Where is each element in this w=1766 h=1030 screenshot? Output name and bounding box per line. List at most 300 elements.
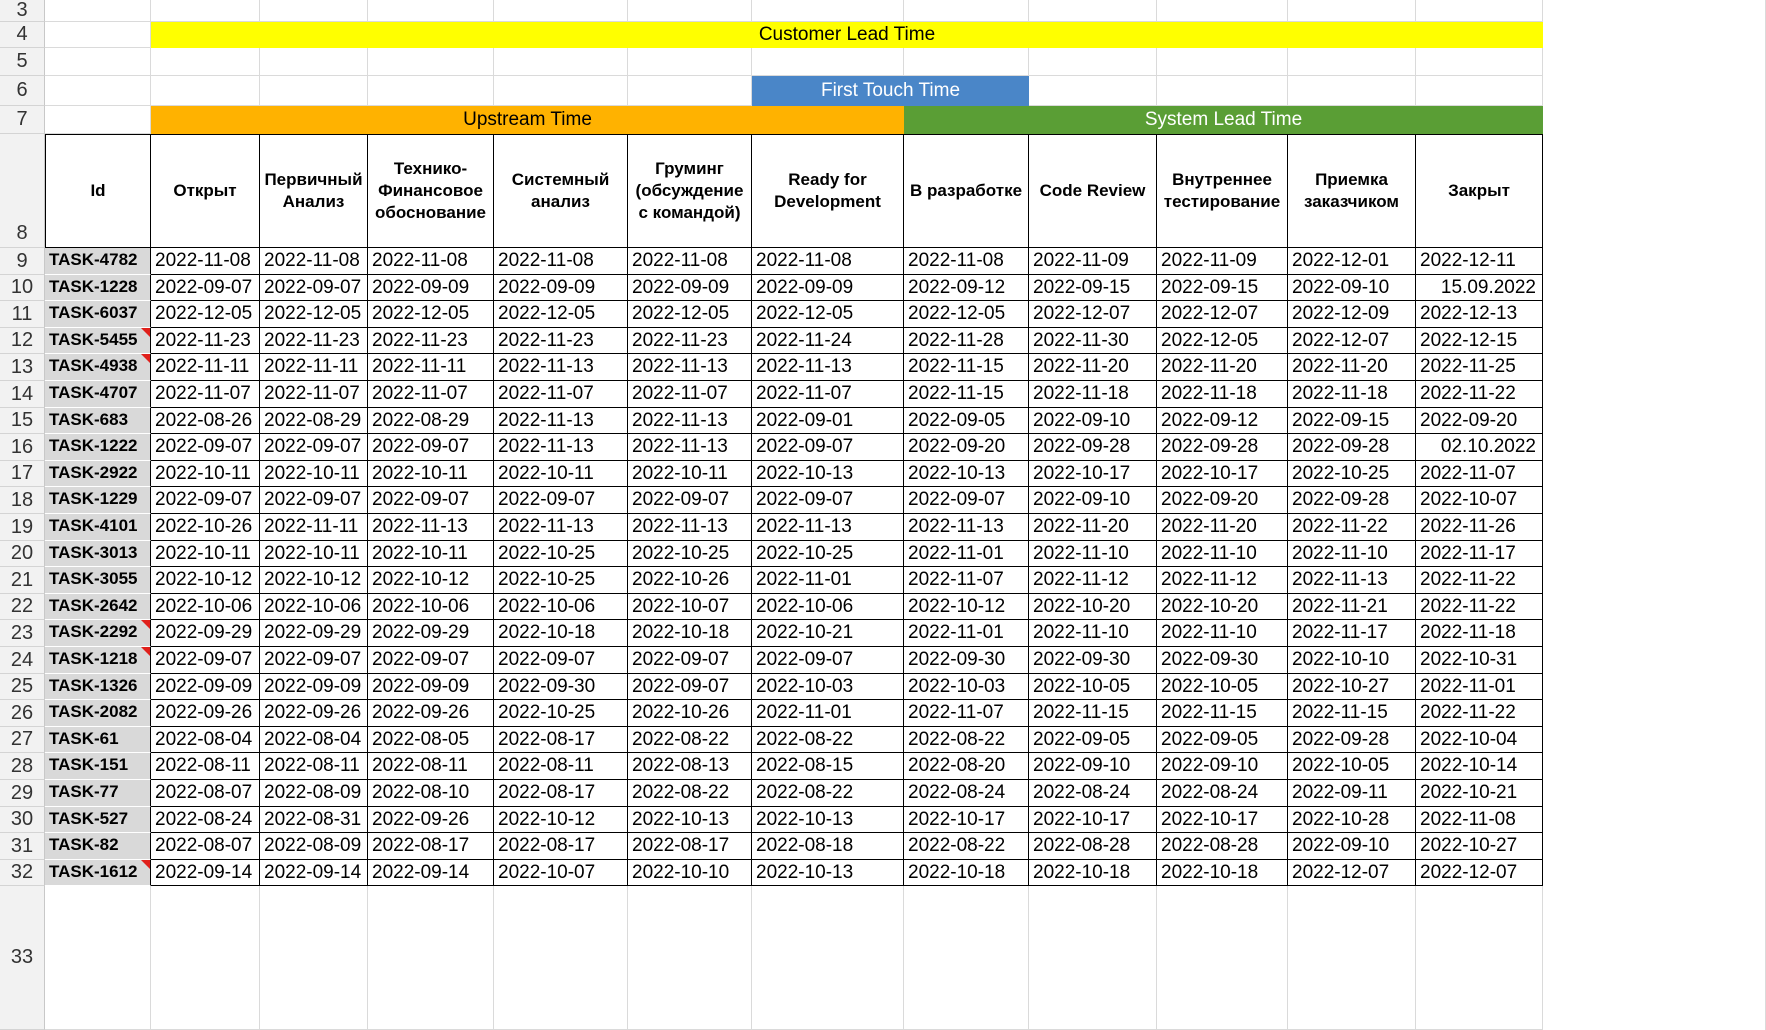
task-id-cell[interactable] <box>45 434 151 461</box>
date-cell[interactable]: 2022-11-20 <box>1029 514 1157 541</box>
date-cell[interactable]: 2022-10-26 <box>628 700 752 727</box>
date-cell[interactable]: 2022-09-20 <box>904 434 1029 461</box>
empty-cell[interactable] <box>1416 886 1543 1030</box>
task-id-cell[interactable] <box>45 833 151 860</box>
empty-cell[interactable] <box>752 48 904 76</box>
column-header[interactable]: Закрыт <box>1416 134 1543 248</box>
task-id-cell[interactable] <box>45 514 151 541</box>
date-cell[interactable]: 2022-09-09 <box>260 674 368 700</box>
date-cell[interactable]: 2022-09-30 <box>1029 647 1157 674</box>
row-header[interactable]: 24 <box>0 647 45 674</box>
date-cell[interactable]: 2022-11-07 <box>151 381 260 408</box>
date-cell[interactable]: 2022-12-05 <box>260 301 368 328</box>
task-id-cell[interactable] <box>45 807 151 833</box>
date-cell[interactable]: 2022-12-07 <box>1288 328 1416 354</box>
row-header[interactable]: 22 <box>0 594 45 620</box>
date-cell[interactable]: 2022-10-26 <box>628 567 752 594</box>
date-cell[interactable]: 2022-10-18 <box>628 620 752 647</box>
date-cell[interactable]: 2022-10-11 <box>151 461 260 487</box>
date-cell[interactable]: 2022-08-11 <box>260 753 368 780</box>
row-header[interactable]: 14 <box>0 381 45 408</box>
row-header[interactable]: 16 <box>0 434 45 461</box>
date-cell[interactable]: 2022-08-13 <box>628 753 752 780</box>
date-cell[interactable]: 2022-09-30 <box>904 647 1029 674</box>
date-cell[interactable]: 2022-11-13 <box>494 434 628 461</box>
date-cell[interactable]: 2022-10-20 <box>1157 594 1288 620</box>
date-cell[interactable]: 2022-10-28 <box>1288 807 1416 833</box>
date-cell[interactable]: 2022-12-05 <box>752 301 904 328</box>
empty-cell[interactable] <box>1029 0 1157 22</box>
task-id-cell[interactable] <box>45 381 151 408</box>
task-id-cell[interactable] <box>45 567 151 594</box>
date-cell[interactable]: 2022-11-10 <box>1029 620 1157 647</box>
row-header[interactable]: 27 <box>0 727 45 753</box>
column-header[interactable]: Открыт <box>151 134 260 248</box>
date-cell[interactable]: 2022-09-28 <box>1157 434 1288 461</box>
date-cell[interactable]: 2022-10-17 <box>1029 461 1157 487</box>
date-cell[interactable]: 2022-10-14 <box>1416 753 1543 780</box>
date-cell[interactable]: 2022-10-18 <box>1157 860 1288 886</box>
empty-cell[interactable] <box>1416 48 1543 76</box>
task-id-cell[interactable] <box>45 354 151 381</box>
date-cell[interactable]: 2022-10-13 <box>628 807 752 833</box>
date-cell[interactable]: 2022-10-27 <box>1416 833 1543 860</box>
date-cell[interactable]: 2022-11-13 <box>1288 567 1416 594</box>
date-cell[interactable]: 2022-08-24 <box>1157 780 1288 807</box>
date-cell[interactable]: 2022-12-07 <box>1288 860 1416 886</box>
date-cell[interactable]: 2022-09-07 <box>151 487 260 514</box>
date-cell[interactable]: 2022-09-14 <box>151 860 260 886</box>
date-cell[interactable]: 2022-10-17 <box>1157 461 1288 487</box>
row-header[interactable]: 29 <box>0 780 45 807</box>
column-header[interactable]: Технико-Финансовое обоснование <box>368 134 494 248</box>
date-cell[interactable]: 2022-12-13 <box>1416 301 1543 328</box>
date-cell[interactable]: 2022-08-17 <box>368 833 494 860</box>
date-cell[interactable]: 2022-11-22 <box>1288 514 1416 541</box>
date-cell[interactable]: 2022-09-07 <box>904 487 1029 514</box>
date-cell[interactable]: 2022-10-03 <box>752 674 904 700</box>
date-cell[interactable]: 2022-09-11 <box>1288 780 1416 807</box>
date-cell[interactable]: 2022-11-13 <box>904 514 1029 541</box>
empty-cell[interactable] <box>260 886 368 1030</box>
date-cell[interactable]: 2022-09-09 <box>368 674 494 700</box>
row-header[interactable]: 17 <box>0 461 45 487</box>
date-cell[interactable]: 2022-10-11 <box>494 461 628 487</box>
date-cell[interactable]: 2022-09-07 <box>368 434 494 461</box>
empty-cell[interactable] <box>628 0 752 22</box>
date-cell[interactable]: 2022-11-13 <box>628 514 752 541</box>
date-cell[interactable]: 2022-12-15 <box>1416 328 1543 354</box>
date-cell[interactable]: 2022-09-05 <box>1029 727 1157 753</box>
date-cell[interactable]: 2022-10-26 <box>151 514 260 541</box>
empty-cell[interactable] <box>1029 48 1157 76</box>
empty-cell[interactable] <box>752 886 904 1030</box>
column-header[interactable]: Груминг (обсуждение с командой) <box>628 134 752 248</box>
date-cell[interactable]: 15.09.2022 <box>1416 275 1543 301</box>
date-cell[interactable]: 2022-09-12 <box>904 275 1029 301</box>
date-cell[interactable]: 2022-09-05 <box>1157 727 1288 753</box>
date-cell[interactable]: 2022-11-07 <box>628 381 752 408</box>
date-cell[interactable]: 2022-11-23 <box>368 328 494 354</box>
empty-cell[interactable] <box>151 886 260 1030</box>
date-cell[interactable]: 2022-09-07 <box>368 487 494 514</box>
task-id-cell[interactable] <box>45 408 151 434</box>
date-cell[interactable]: 2022-12-07 <box>1157 301 1288 328</box>
date-cell[interactable]: 2022-09-20 <box>1157 487 1288 514</box>
empty-cell[interactable] <box>1157 0 1288 22</box>
task-id-cell[interactable] <box>45 753 151 780</box>
date-cell[interactable]: 2022-11-10 <box>1157 541 1288 567</box>
date-cell[interactable]: 2022-11-15 <box>1288 700 1416 727</box>
empty-cell[interactable] <box>494 886 628 1030</box>
row-header[interactable]: 33 <box>0 886 45 1030</box>
date-cell[interactable]: 2022-09-07 <box>260 487 368 514</box>
date-cell[interactable]: 2022-11-20 <box>1157 354 1288 381</box>
comment-indicator-icon[interactable] <box>141 328 150 337</box>
date-cell[interactable]: 2022-09-14 <box>368 860 494 886</box>
empty-cell[interactable] <box>45 76 151 106</box>
date-cell[interactable]: 2022-09-28 <box>1029 434 1157 461</box>
date-cell[interactable]: 2022-11-10 <box>1288 541 1416 567</box>
date-cell[interactable]: 2022-11-13 <box>494 514 628 541</box>
date-cell[interactable]: 2022-08-24 <box>904 780 1029 807</box>
empty-cell[interactable] <box>494 48 628 76</box>
date-cell[interactable]: 2022-09-09 <box>151 674 260 700</box>
date-cell[interactable]: 2022-11-01 <box>904 620 1029 647</box>
empty-cell[interactable] <box>1288 0 1416 22</box>
row-header[interactable]: 19 <box>0 514 45 541</box>
date-cell[interactable]: 2022-11-09 <box>1157 248 1288 275</box>
date-cell[interactable]: 2022-09-07 <box>628 647 752 674</box>
date-cell[interactable]: 2022-08-04 <box>151 727 260 753</box>
date-cell[interactable]: 2022-10-13 <box>904 461 1029 487</box>
date-cell[interactable]: 2022-08-22 <box>904 727 1029 753</box>
date-cell[interactable]: 2022-08-09 <box>260 780 368 807</box>
empty-cell[interactable] <box>151 76 260 106</box>
date-cell[interactable]: 2022-10-11 <box>151 541 260 567</box>
date-cell[interactable]: 2022-11-17 <box>1416 541 1543 567</box>
date-cell[interactable]: 2022-09-09 <box>752 275 904 301</box>
date-cell[interactable]: 2022-12-05 <box>494 301 628 328</box>
empty-cell[interactable] <box>1288 886 1416 1030</box>
date-cell[interactable]: 2022-09-15 <box>1288 408 1416 434</box>
empty-cell[interactable] <box>1416 76 1543 106</box>
empty-cell[interactable] <box>1029 76 1157 106</box>
date-cell[interactable]: 2022-09-30 <box>494 674 628 700</box>
date-cell[interactable]: 2022-11-07 <box>752 381 904 408</box>
date-cell[interactable]: 2022-09-10 <box>1029 408 1157 434</box>
date-cell[interactable]: 2022-11-23 <box>151 328 260 354</box>
date-cell[interactable]: 2022-11-07 <box>1416 461 1543 487</box>
date-cell[interactable]: 2022-11-18 <box>1416 620 1543 647</box>
date-cell[interactable]: 2022-11-13 <box>752 354 904 381</box>
date-cell[interactable]: 2022-11-20 <box>1157 514 1288 541</box>
empty-cell[interactable] <box>151 48 260 76</box>
date-cell[interactable]: 2022-09-07 <box>628 674 752 700</box>
date-cell[interactable]: 2022-08-07 <box>151 833 260 860</box>
empty-cell[interactable] <box>1416 0 1543 22</box>
task-id-cell[interactable] <box>45 487 151 514</box>
date-cell[interactable]: 2022-09-07 <box>752 487 904 514</box>
date-cell[interactable]: 2022-08-28 <box>1029 833 1157 860</box>
date-cell[interactable]: 2022-11-15 <box>1157 700 1288 727</box>
empty-column[interactable] <box>1543 0 1766 1030</box>
date-cell[interactable]: 2022-10-25 <box>628 541 752 567</box>
column-header[interactable]: В разработке <box>904 134 1029 248</box>
date-cell[interactable]: 2022-10-21 <box>1416 780 1543 807</box>
column-header[interactable]: Первичный Анализ <box>260 134 368 248</box>
date-cell[interactable]: 2022-09-09 <box>494 275 628 301</box>
comment-indicator-icon[interactable] <box>141 860 150 869</box>
empty-cell[interactable] <box>45 886 151 1030</box>
date-cell[interactable]: 2022-11-08 <box>1416 807 1543 833</box>
empty-cell[interactable] <box>368 48 494 76</box>
date-cell[interactable]: 2022-10-06 <box>260 594 368 620</box>
date-cell[interactable]: 2022-10-11 <box>628 461 752 487</box>
row-header[interactable]: 4 <box>0 22 45 48</box>
date-cell[interactable]: 2022-11-01 <box>904 541 1029 567</box>
column-header[interactable]: Внутреннее тестирование <box>1157 134 1288 248</box>
row-header[interactable]: 3 <box>0 0 45 22</box>
date-cell[interactable]: 2022-09-09 <box>368 275 494 301</box>
date-cell[interactable]: 2022-11-11 <box>368 354 494 381</box>
date-cell[interactable]: 2022-09-07 <box>260 434 368 461</box>
date-cell[interactable]: 2022-11-13 <box>628 434 752 461</box>
date-cell[interactable]: 2022-10-12 <box>368 567 494 594</box>
empty-cell[interactable] <box>1157 76 1288 106</box>
date-cell[interactable]: 2022-09-07 <box>151 275 260 301</box>
date-cell[interactable]: 2022-09-29 <box>368 620 494 647</box>
row-header[interactable]: 28 <box>0 753 45 780</box>
date-cell[interactable]: 2022-10-11 <box>368 541 494 567</box>
row-header[interactable]: 5 <box>0 48 45 76</box>
column-header[interactable]: Приемка заказчиком <box>1288 134 1416 248</box>
date-cell[interactable]: 2022-08-11 <box>151 753 260 780</box>
empty-cell[interactable] <box>45 106 151 134</box>
row-header[interactable]: 11 <box>0 301 45 328</box>
task-id-cell[interactable] <box>45 248 151 275</box>
date-cell[interactable]: 2022-11-18 <box>1288 381 1416 408</box>
date-cell[interactable]: 2022-08-24 <box>151 807 260 833</box>
date-cell[interactable]: 2022-08-11 <box>494 753 628 780</box>
date-cell[interactable]: 2022-10-25 <box>752 541 904 567</box>
date-cell[interactable]: 2022-11-01 <box>752 567 904 594</box>
empty-cell[interactable] <box>151 0 260 22</box>
empty-cell[interactable] <box>45 48 151 76</box>
comment-indicator-icon[interactable] <box>141 620 150 629</box>
date-cell[interactable]: 2022-08-17 <box>628 833 752 860</box>
date-cell[interactable]: 2022-09-15 <box>1029 275 1157 301</box>
date-cell[interactable]: 2022-08-22 <box>752 727 904 753</box>
date-cell[interactable]: 2022-12-05 <box>368 301 494 328</box>
row-header[interactable]: 23 <box>0 620 45 647</box>
row-header[interactable]: 30 <box>0 807 45 833</box>
date-cell[interactable]: 2022-11-08 <box>260 248 368 275</box>
date-cell[interactable]: 2022-10-06 <box>151 594 260 620</box>
date-cell[interactable]: 2022-09-07 <box>151 647 260 674</box>
date-cell[interactable]: 2022-11-07 <box>904 567 1029 594</box>
column-header[interactable]: Ready for Development <box>752 134 904 248</box>
date-cell[interactable]: 2022-09-07 <box>752 647 904 674</box>
date-cell[interactable]: 2022-08-10 <box>368 780 494 807</box>
row-header[interactable]: 8 <box>0 134 45 248</box>
date-cell[interactable]: 2022-09-28 <box>1288 487 1416 514</box>
date-cell[interactable]: 2022-10-12 <box>904 594 1029 620</box>
date-cell[interactable]: 2022-09-15 <box>1157 275 1288 301</box>
date-cell[interactable]: 2022-09-07 <box>260 275 368 301</box>
date-cell[interactable]: 2022-10-11 <box>260 541 368 567</box>
empty-cell[interactable] <box>260 76 368 106</box>
date-cell[interactable]: 2022-08-04 <box>260 727 368 753</box>
row-header[interactable]: 12 <box>0 328 45 354</box>
date-cell[interactable]: 2022-11-08 <box>151 248 260 275</box>
task-id-cell[interactable] <box>45 461 151 487</box>
date-cell[interactable]: 2022-11-28 <box>904 328 1029 354</box>
row-header[interactable]: 7 <box>0 106 45 134</box>
date-cell[interactable]: 2022-10-18 <box>904 860 1029 886</box>
date-cell[interactable]: 2022-09-09 <box>628 275 752 301</box>
date-cell[interactable]: 2022-10-27 <box>1288 674 1416 700</box>
date-cell[interactable]: 2022-09-28 <box>1288 727 1416 753</box>
date-cell[interactable]: 2022-08-22 <box>628 727 752 753</box>
date-cell[interactable]: 2022-11-13 <box>494 354 628 381</box>
date-cell[interactable]: 2022-10-10 <box>628 860 752 886</box>
date-cell[interactable]: 2022-09-10 <box>1029 487 1157 514</box>
date-cell[interactable]: 2022-09-14 <box>260 860 368 886</box>
date-cell[interactable]: 2022-11-23 <box>628 328 752 354</box>
date-cell[interactable]: 2022-11-09 <box>1029 248 1157 275</box>
date-cell[interactable]: 2022-11-30 <box>1029 328 1157 354</box>
task-id-cell[interactable] <box>45 674 151 700</box>
date-cell[interactable]: 02.10.2022 <box>1416 434 1543 461</box>
row-header[interactable]: 21 <box>0 567 45 594</box>
date-cell[interactable]: 2022-09-10 <box>1029 753 1157 780</box>
date-cell[interactable]: 2022-08-18 <box>752 833 904 860</box>
empty-cell[interactable] <box>494 76 628 106</box>
row-header[interactable]: 13 <box>0 354 45 381</box>
task-id-cell[interactable] <box>45 620 151 647</box>
date-cell[interactable]: 2022-08-09 <box>260 833 368 860</box>
date-cell[interactable]: 2022-12-07 <box>1029 301 1157 328</box>
row-header[interactable]: 18 <box>0 487 45 514</box>
date-cell[interactable]: 2022-10-13 <box>752 807 904 833</box>
row-header[interactable]: 31 <box>0 833 45 860</box>
date-cell[interactable]: 2022-12-05 <box>1157 328 1288 354</box>
row-header[interactable]: 15 <box>0 408 45 434</box>
date-cell[interactable]: 2022-10-13 <box>752 461 904 487</box>
empty-cell[interactable] <box>368 76 494 106</box>
task-id-cell[interactable] <box>45 328 151 354</box>
date-cell[interactable]: 2022-09-07 <box>494 487 628 514</box>
date-cell[interactable]: 2022-08-31 <box>260 807 368 833</box>
date-cell[interactable]: 2022-08-17 <box>494 833 628 860</box>
date-cell[interactable]: 2022-12-05 <box>628 301 752 328</box>
date-cell[interactable]: 2022-11-17 <box>1288 620 1416 647</box>
date-cell[interactable]: 2022-10-06 <box>368 594 494 620</box>
empty-cell[interactable] <box>494 0 628 22</box>
date-cell[interactable]: 2022-09-29 <box>151 620 260 647</box>
date-cell[interactable]: 2022-11-18 <box>1029 381 1157 408</box>
task-id-cell[interactable] <box>45 727 151 753</box>
date-cell[interactable]: 2022-11-07 <box>260 381 368 408</box>
date-cell[interactable]: 2022-10-11 <box>260 461 368 487</box>
row-header[interactable]: 20 <box>0 541 45 567</box>
row-header[interactable]: 10 <box>0 275 45 301</box>
date-cell[interactable]: 2022-11-13 <box>628 354 752 381</box>
date-cell[interactable]: 2022-11-13 <box>628 408 752 434</box>
task-id-cell[interactable] <box>45 301 151 328</box>
date-cell[interactable]: 2022-10-12 <box>151 567 260 594</box>
date-cell[interactable]: 2022-11-12 <box>1157 567 1288 594</box>
comment-indicator-icon[interactable] <box>141 354 150 363</box>
date-cell[interactable]: 2022-10-06 <box>752 594 904 620</box>
date-cell[interactable]: 2022-09-26 <box>368 700 494 727</box>
date-cell[interactable]: 2022-08-17 <box>494 780 628 807</box>
date-cell[interactable]: 2022-11-26 <box>1416 514 1543 541</box>
empty-cell[interactable] <box>1157 886 1288 1030</box>
date-cell[interactable]: 2022-09-07 <box>368 647 494 674</box>
date-cell[interactable]: 2022-11-22 <box>1416 700 1543 727</box>
date-cell[interactable]: 2022-11-22 <box>1416 594 1543 620</box>
date-cell[interactable]: 2022-11-01 <box>1416 674 1543 700</box>
date-cell[interactable]: 2022-11-22 <box>1416 567 1543 594</box>
column-header[interactable]: Системный анализ <box>494 134 628 248</box>
empty-cell[interactable] <box>904 0 1029 22</box>
date-cell[interactable]: 2022-12-01 <box>1288 248 1416 275</box>
date-cell[interactable]: 2022-09-26 <box>368 807 494 833</box>
column-header[interactable]: Id <box>45 134 151 248</box>
date-cell[interactable]: 2022-09-28 <box>1288 434 1416 461</box>
date-cell[interactable]: 2022-09-10 <box>1288 275 1416 301</box>
date-cell[interactable]: 2022-08-22 <box>628 780 752 807</box>
empty-cell[interactable] <box>45 22 151 48</box>
date-cell[interactable]: 2022-12-09 <box>1288 301 1416 328</box>
date-cell[interactable]: 2022-09-07 <box>628 487 752 514</box>
date-cell[interactable]: 2022-11-10 <box>1157 620 1288 647</box>
empty-cell[interactable] <box>1288 76 1416 106</box>
date-cell[interactable]: 2022-10-21 <box>752 620 904 647</box>
date-cell[interactable]: 2022-10-18 <box>494 620 628 647</box>
date-cell[interactable]: 2022-10-04 <box>1416 727 1543 753</box>
empty-cell[interactable] <box>904 48 1029 76</box>
date-cell[interactable]: 2022-11-08 <box>368 248 494 275</box>
date-cell[interactable]: 2022-10-25 <box>494 567 628 594</box>
date-cell[interactable]: 2022-11-13 <box>752 514 904 541</box>
date-cell[interactable]: 2022-08-29 <box>260 408 368 434</box>
date-cell[interactable]: 2022-11-10 <box>1029 541 1157 567</box>
task-id-cell[interactable] <box>45 860 151 886</box>
date-cell[interactable]: 2022-10-13 <box>752 860 904 886</box>
date-cell[interactable]: 2022-10-20 <box>1029 594 1157 620</box>
date-cell[interactable]: 2022-09-05 <box>904 408 1029 434</box>
empty-cell[interactable] <box>260 48 368 76</box>
date-cell[interactable]: 2022-11-13 <box>368 514 494 541</box>
task-id-cell[interactable] <box>45 275 151 301</box>
task-id-cell[interactable] <box>45 780 151 807</box>
task-id-cell[interactable] <box>45 541 151 567</box>
date-cell[interactable]: 2022-09-12 <box>1157 408 1288 434</box>
date-cell[interactable]: 2022-09-07 <box>260 647 368 674</box>
date-cell[interactable]: 2022-12-05 <box>151 301 260 328</box>
date-cell[interactable]: 2022-09-10 <box>1157 753 1288 780</box>
row-header[interactable]: 9 <box>0 248 45 275</box>
date-cell[interactable]: 2022-08-24 <box>1029 780 1157 807</box>
date-cell[interactable]: 2022-09-07 <box>151 434 260 461</box>
date-cell[interactable]: 2022-09-07 <box>494 647 628 674</box>
date-cell[interactable]: 2022-11-07 <box>368 381 494 408</box>
date-cell[interactable]: 2022-11-22 <box>1416 381 1543 408</box>
date-cell[interactable]: 2022-08-22 <box>752 780 904 807</box>
